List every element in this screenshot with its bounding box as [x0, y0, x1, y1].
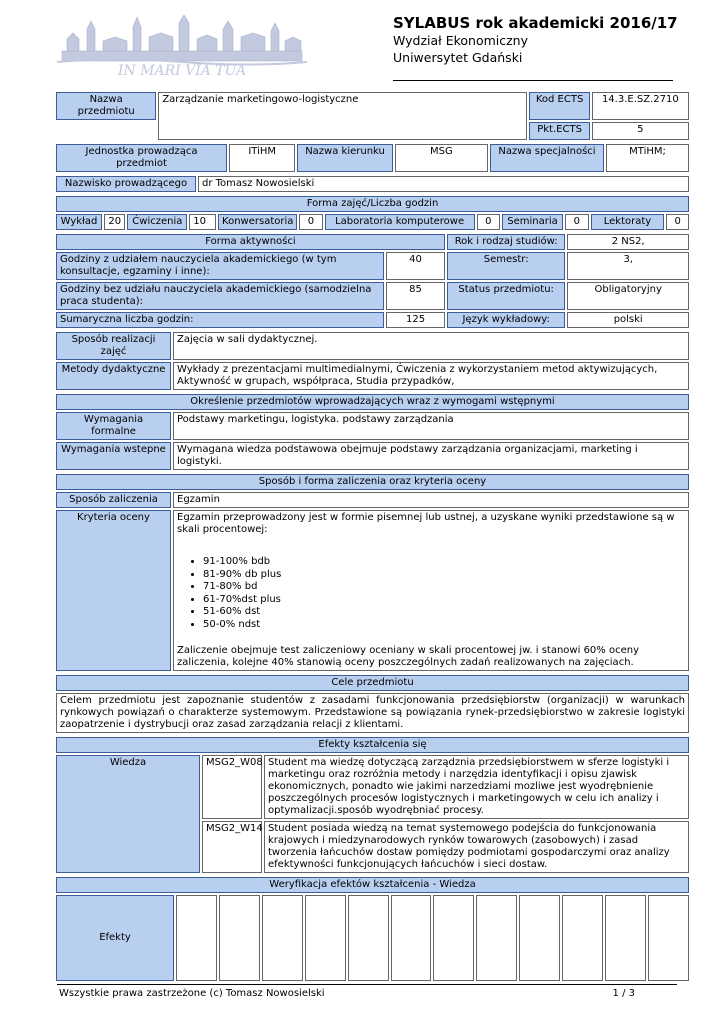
activity-table	[54, 232, 691, 330]
goals-table	[54, 673, 691, 735]
page-footer	[59, 988, 677, 999]
realization-table	[54, 330, 691, 392]
conversatories-hours: 0	[299, 214, 323, 230]
grade-scale-item: • 91-100% bdb	[203, 556, 685, 569]
ects-code-value: 14.3.E.SZ.2710	[592, 92, 689, 120]
verification-cell	[262, 895, 303, 981]
verification-cell	[433, 895, 474, 981]
activity-title: Forma aktywności	[56, 234, 445, 250]
exercises-label: Ćwiczenia	[127, 214, 187, 230]
grading-criteria-cell	[173, 510, 689, 671]
exercises-hours: 10	[189, 214, 216, 230]
verification-cell	[648, 895, 689, 981]
grade-scale-list	[177, 556, 685, 631]
unit-table	[54, 142, 691, 174]
class-forms-title: Forma zajęć/Liczba godzin	[56, 196, 689, 212]
grade-scale-item: • 50-0% ndst	[203, 619, 685, 632]
verification-cell	[219, 895, 260, 981]
contact-hours-label: Godziny z udziałem nauczyciela akademickiego (w tym konsultacje, egzaminy i inne):	[56, 252, 384, 280]
verification-cell	[476, 895, 517, 981]
formal-requirements-value: Podstawy marketingu, logistyka. podstawy zarządzania	[173, 412, 689, 440]
requirements-title: Określenie przedmiotów wprowadzających wraz z wymogami wstępnymi	[56, 394, 689, 410]
unit-value: ITiHM	[229, 144, 295, 172]
formal-requirements-label: Wymagania formalne	[56, 412, 171, 440]
grade-scale-item: • 81-90% db plus	[203, 569, 685, 582]
verification-title: Weryfikacja efektów kształcenia - Wiedza	[56, 877, 689, 893]
verification-cell	[305, 895, 346, 981]
requirements-table	[54, 392, 691, 472]
logo-motto: IN MARI VIA TUA	[117, 63, 247, 77]
self-study-hours-label: Godziny bez udziału nauczyciela akademickiego (samodzielna praca studenta):	[56, 282, 384, 310]
outcome-code: MSG2_W08	[202, 755, 262, 819]
grade-scale-item: • 51-60% dst	[203, 606, 685, 619]
ects-code-label: Kod ECTS	[529, 92, 589, 120]
outcomes-table	[54, 735, 691, 875]
initial-requirements-value: Wymagana wiedza podstawowa obejmuje podstawy zarządzania organizacjami, marketing i logistyki.	[173, 442, 689, 470]
contact-hours-value: 40	[386, 252, 445, 280]
language-courses-hours: 0	[666, 214, 689, 230]
lecture-hours: 20	[104, 214, 125, 230]
language-courses-label: Lektoraty	[591, 214, 665, 230]
verification-cell	[348, 895, 389, 981]
specialty-value: MTiHM;	[606, 144, 689, 172]
assessment-method-value: Egzamin	[173, 492, 689, 508]
verification-cell	[519, 895, 560, 981]
outcome-description: Student ma wiedzę dotyczącą zarządznia przedsiębiorstwem w sferze logistyki i marketingu oraz rozróżnia metody i narzędzia identyfikacji i opisu zjawisk ekonomicznych, ponadto wie jakimi narzedziami mozliwe jest wyodrębnienie poszczególnych procesów logistycznych i marketingowych w celu ich analizy i optymalizacji.sposób wyodrębniać procesy.	[264, 755, 689, 819]
study-year-value: 2 NS2,	[567, 234, 689, 250]
class-forms-table	[54, 194, 691, 232]
grading-criteria-intro: Egzamin przeprowadzony jest w formie pisemnej lub ustnej, a uzyskane wyniki przedstawione są w skali procentowej:	[177, 512, 675, 535]
verification-cell	[605, 895, 646, 981]
course-status-label: Status przedmiotu:	[447, 282, 566, 310]
semester-value: 3,	[567, 252, 689, 280]
teaching-methods-value: Wykłady z prezentacjami multimedialnymi, Ćwiczenia z wykorzystaniem metod aktywizujących, Aktywność w grupach, współpraca, Studia przypadków,	[173, 362, 689, 390]
total-hours-label: Sumaryczna liczba godzin:	[56, 312, 384, 328]
direction-label: Nazwa kierunku	[297, 144, 392, 172]
realization-mode-value: Zajęcia w sali dydaktycznej.	[173, 332, 689, 360]
outcome-category-label: Wiedza	[56, 755, 200, 873]
syllabus-title: SYLABUS rok akademicki 2016/17	[393, 14, 678, 32]
lecturer-table	[54, 174, 691, 194]
seminars-hours: 0	[565, 214, 589, 230]
university-logo	[57, 15, 307, 77]
direction-value: MSG	[395, 144, 488, 172]
verification-table	[54, 875, 691, 983]
course-name-label: Nazwa przedmiotu	[56, 92, 156, 120]
faculty-name: Wydział Ekonomiczny	[393, 33, 529, 48]
assessment-title: Sposób i forma zaliczenia oraz kryteria oceny	[56, 474, 689, 490]
lecturer-label: Nazwisko prowadzącego	[56, 176, 196, 192]
conversatories-label: Konwersatoria	[218, 214, 297, 230]
initial-requirements-label: Wymagania wstepne	[56, 442, 171, 470]
header-divider	[393, 80, 673, 81]
computer-labs-hours: 0	[477, 214, 501, 230]
teaching-methods-label: Metody dydaktyczne	[56, 362, 171, 390]
university-name: Uniwersytet Gdański	[393, 50, 523, 65]
ects-points-value: 5	[592, 122, 689, 140]
page-number: 1 / 3	[612, 988, 635, 999]
lecture-label: Wykład	[56, 214, 102, 230]
grade-scale-item: • 61-70%dst plus	[203, 594, 685, 607]
semester-label: Semestr:	[447, 252, 566, 280]
unit-label: Jednostka prowadząca przedmiot	[56, 144, 227, 172]
goals-title: Cele przedmiotu	[56, 675, 689, 691]
goals-text: Celem przedmiotu jest zapoznanie studentów z zasadami funkcjonowania przedsiębiorstw (organizacji) w warunkach rynkowych powiązań o charakterze systemowym. Przedstawione są powiązania rynek-przedsiębiorstwo w zakresie logistyki zaopatrzenie i dystrybucji oraz zasad zarządzania relacji z klientami.	[56, 693, 689, 733]
course-status-value: Obligatoryjny	[567, 282, 689, 310]
total-hours-value: 125	[386, 312, 445, 328]
verification-row-label: Efekty	[56, 895, 174, 981]
outcome-code: MSG2_W14	[202, 821, 262, 873]
grading-criteria-outro: Zaliczenie obejmuje test zaliczeniowy oceniany w skali procentowej jw. i stanowi 60% oceny zaliczenia, kolejne 40% stanowią oceny poszczególnych zadań realizowanych na zajęciach.	[177, 645, 639, 668]
copyright-text: Wszystkie prawa zastrzeżone (c) Tomasz Nowosielski	[59, 988, 325, 999]
verification-cell	[176, 895, 217, 981]
outcome-description: Student posiada wiedzą na temat systemowego podejścia do funkcjonowania krajowych i miedzynarodowych rynków towarowych (zasobowych) i zasad tworzenia łańcuchów dostaw pomiędzy podmiotami gospodarczymi oraz analizy efektywności funkcjonujących łańcuchów i sieci dostaw.	[264, 821, 689, 873]
verification-cell	[391, 895, 432, 981]
syllabus-document	[54, 90, 691, 983]
lecturer-value: dr Tomasz Nowosielski	[198, 176, 689, 192]
grading-criteria-label: Kryteria oceny	[56, 510, 171, 671]
course-name-value: Zarządzanie marketingowo-logistyczne	[158, 92, 527, 140]
teaching-language-value: polski	[567, 312, 689, 328]
outcomes-title: Efekty kształcenia się	[56, 737, 689, 753]
assessment-method-label: Sposób zaliczenia	[56, 492, 171, 508]
footer-divider	[57, 984, 677, 985]
study-year-label: Rok i rodzaj studiów:	[447, 234, 566, 250]
teaching-language-label: Język wykładowy:	[447, 312, 566, 328]
assessment-table	[54, 472, 691, 673]
grade-scale-item: • 71-80% bd	[203, 581, 685, 594]
realization-mode-label: Sposób realizacji zajęć	[56, 332, 171, 360]
verification-cell	[562, 895, 603, 981]
course-name-spacer	[56, 122, 156, 140]
self-study-hours-value: 85	[386, 282, 445, 310]
ects-points-label: Pkt.ECTS	[529, 122, 589, 140]
specialty-label: Nazwa specjalności	[490, 144, 604, 172]
course-name-table	[54, 90, 691, 142]
seminars-label: Seminaria	[502, 214, 563, 230]
computer-labs-label: Laboratoria komputerowe	[325, 214, 475, 230]
